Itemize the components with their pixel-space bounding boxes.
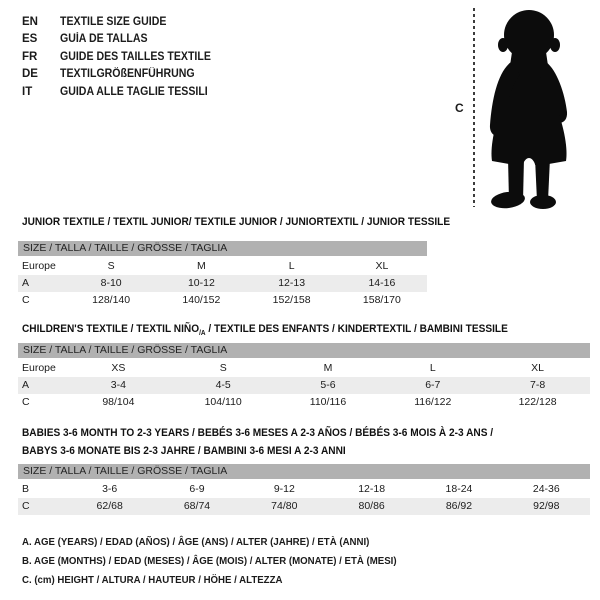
section-title-text: CHILDREN'S TEXTILE / TEXTIL $NIÑO_{/A}$ / TEXTILE DES ENFANTS / KINDERTEXTIL / BAMBINI TESSILE [22,323,508,338]
section-title-text: BABIES 3-6 MONTH TO 2-3 YEARS / BEBÉS 3-6 MESES A 2-3 AÑOS / BÉBÉS 3-6 MOIS À 2-3 ANS / BABYS 3-6 MONATE BIS 2-3 JAHRE / BAMBINI 3-6 MESI A 2-3 ANNI [22,427,494,457]
table-cell: 5-6 [320,379,336,391]
table-cell: 80/86 [358,500,385,512]
row-label: C [22,500,30,512]
table-cell: 92/98 [533,500,560,512]
table-row [18,394,590,411]
footnote-text: C. (cm) HEIGHT / ALTURA / HAUTEUR / HÖHE / ALTEZZA [22,574,283,586]
table-cell: 3-4 [110,379,126,391]
language-code: EN [22,15,38,28]
language-row [22,83,224,101]
language-row [22,66,224,84]
section-title-junior [22,213,487,231]
table-cell: 116/122 [414,396,452,408]
language-code: DE [22,68,38,81]
height-measure-label: C [455,101,464,115]
table-cell: 74/80 [271,500,298,512]
row-label: Europe [22,362,56,374]
table-cell: 128/140 [92,294,131,306]
baby-silhouette [481,8,578,209]
language-title: GUIDE DES TAILLES TEXTILE [60,50,211,63]
row-label: A [22,379,30,391]
row-label: B [22,483,30,495]
table-size-bar: SIZE / TALLA / TAILLE / GRÖSSE / TAGLIA [18,464,590,479]
row-label: A [22,277,30,289]
table-cell: 104/110 [204,396,242,408]
row-label: C [22,396,30,408]
language-row [22,31,224,49]
table-cell: L [429,362,436,374]
section-title-babies [22,424,534,460]
table-cell: 110/116 [309,396,347,408]
table-size-bar: SIZE / TALLA / TAILLE / GRÖSSE / TAGLIA [18,343,590,358]
language-title: GUIDA ALLE TAGLIE TESSILI [60,85,208,98]
language-code: FR [22,50,38,63]
footnote-text: B. AGE (MONTHS) / EDAD (MESES) / ÂGE (MOIS) / ALTER (MONATE) / ETÀ (MESI) [22,555,397,567]
table-cell: 152/158 [272,294,311,306]
size-table-babies [18,464,590,515]
section-title-text: JUNIOR TEXTILE / TEXTIL JUNIOR/ TEXTILE JUNIOR / JUNIORTEXTIL / JUNIOR TESSILE [22,216,451,228]
language-code: ES [22,33,38,46]
footnote-text: A. AGE (YEARS) / EDAD (AÑOS) / ÂGE (ANS) / ALTER (JAHRE) / ETÀ (ANNI) [22,536,370,548]
table-cell: 12-18 [358,483,386,495]
row-label: Europe [22,260,56,272]
footnote-line [22,552,429,571]
language-row [22,13,224,31]
height-measure-line [473,8,475,207]
table-cell: 4-5 [215,379,231,391]
table-cell: 18-24 [445,483,473,495]
footnotes [22,533,429,590]
table-row [18,292,427,309]
table-cell: L [288,260,295,272]
row-label: C [22,294,30,306]
language-list [22,13,224,101]
table-cell: 62/68 [96,500,123,512]
table-cell: 10-12 [187,277,215,289]
table-cell: 7-8 [529,379,546,391]
size-table-junior [18,241,427,309]
table-row [18,275,427,292]
table-cell: 6-9 [189,483,205,495]
table-cell: M [197,260,206,272]
table-cell: 68/74 [183,500,211,512]
table-cell: XS [111,362,126,374]
table-size-bar: SIZE / TALLA / TAILLE / GRÖSSE / TAGLIA [18,241,427,256]
table-cell: 98/104 [102,396,135,408]
table-cell: 14-16 [368,277,396,289]
table-cell: XL [531,362,544,374]
table-row [18,498,590,515]
footnote-line [22,533,429,552]
table-cell: XL [375,260,389,272]
language-title: TEXTILE SIZE GUIDE [60,15,167,28]
table-cell: 9-12 [273,483,295,495]
table-cell: 8-10 [100,277,122,289]
table-row [18,360,590,377]
table-cell: 12-13 [278,277,306,289]
footnote-line [22,571,429,590]
subscript-text: /A [199,330,206,338]
table-cell: 86/92 [445,500,473,512]
table-cell: M [323,362,333,374]
language-title: GUÍA DE TALLAS [60,33,148,46]
table-cell: S [219,362,227,374]
table-cell: 3-6 [102,483,118,495]
section-title-children [22,320,550,343]
table-row [18,481,590,498]
size-table-children [18,343,590,411]
language-code: IT [22,85,33,98]
table-cell: 122/128 [518,396,557,408]
language-title: TEXTILGRÖßENFÜHRUNG [60,68,195,81]
table-row [18,377,590,394]
language-row [22,48,224,66]
table-row [18,258,427,275]
table-cell: S [107,260,115,272]
table-cell: 158/170 [362,294,401,306]
table-cell: 6-7 [425,379,441,391]
table-cell: 140/152 [182,294,221,306]
table-cell: 24-36 [532,483,560,495]
